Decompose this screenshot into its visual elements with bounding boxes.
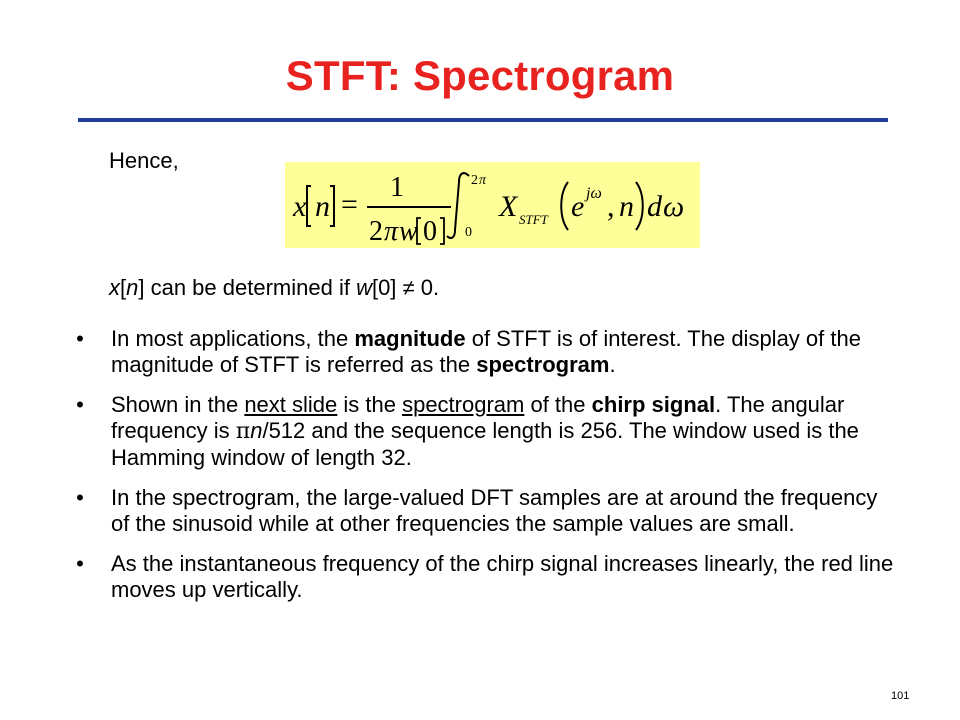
bullet-pi-symbol: π (235, 419, 251, 444)
bullet-text: . The angular frequency is (111, 392, 845, 443)
spectrogram-link[interactable]: spectrogram (402, 392, 525, 417)
bullet-text: In the spectrogram, the large-valued DFT samples are at around the frequency of the sinusoid while at other frequencies the sample values are small. (111, 485, 878, 536)
eq-paren-right (636, 182, 643, 230)
bullet-text: of the (524, 392, 592, 417)
det-n: n (126, 275, 139, 300)
eq-paren-left (561, 182, 568, 230)
eq-e: e (571, 190, 585, 223)
hence-text: Hence, (109, 148, 179, 173)
equation-box (285, 162, 700, 248)
eq-n: n (619, 190, 634, 223)
eq-exponent-jw: jω (586, 185, 602, 202)
eq-comma: , (607, 190, 615, 223)
eq-den-zero: 0 (423, 216, 437, 247)
eq-den-bracket-right (440, 218, 444, 244)
det-w: w (356, 275, 372, 300)
eq-X-subscript: STFT (519, 212, 548, 227)
eq-int-upper-pi: π (479, 173, 487, 188)
eq-int-lower: 0 (465, 225, 472, 240)
eq-bracket-right (330, 186, 334, 226)
bullet-bold-chirp-signal: chirp signal (591, 392, 716, 417)
bullet-text: In most applications, the (111, 326, 355, 351)
bullet-symbol: • (76, 392, 84, 417)
eq-lhs-n: n (315, 190, 330, 223)
bullet-bold-magnitude: magnitude (354, 326, 466, 351)
bullet-text: As the instantaneous frequency of the chirp signal increases linearly, the red line moves up vertically. (111, 551, 894, 602)
bullet-text: Shown in the (111, 392, 245, 417)
bullet-text: of STFT is of interest. The display of the magnitude of STFT is referred as the (111, 326, 861, 377)
det-text2: [0] (371, 275, 403, 300)
bullet-list (70, 326, 900, 617)
eq-equals: = (341, 188, 358, 221)
eq-numerator: 1 (390, 172, 404, 203)
slide-title: STFT: Spectrogram (285, 52, 675, 99)
eq-den-pi: π (384, 216, 399, 247)
bullet-text: is the (337, 392, 403, 417)
det-text1: ] can be determined if (138, 275, 357, 300)
eq-X: X (499, 190, 518, 223)
inverse-stft-equation (285, 162, 700, 248)
next-slide-link[interactable]: next slide (244, 392, 338, 417)
eq-den-w: w (399, 216, 418, 247)
title-underline (78, 118, 888, 122)
eq-fraction-bar (367, 206, 451, 208)
bullet-italic-n: n (250, 418, 263, 443)
bullet-bold-spectrogram: spectrogram (476, 352, 610, 377)
eq-den-bracket-left (417, 218, 421, 244)
bullet-symbol: • (76, 485, 84, 510)
bullet-chirp-signal (70, 392, 900, 471)
bullet-symbol: • (76, 551, 84, 576)
page-number: 101 (891, 690, 910, 702)
det-text3: 0. (414, 275, 440, 300)
bullet-symbol: • (76, 326, 84, 351)
det-bracket-open: [ (120, 275, 127, 300)
determination-condition (109, 274, 439, 301)
det-not-equal: ≠ (402, 275, 415, 300)
eq-lhs-x: x (293, 190, 307, 223)
bullet-text: . (609, 352, 616, 377)
eq-omega: ω (663, 190, 685, 223)
eq-bracket-left (307, 186, 311, 226)
bullet-dft-samples (70, 485, 900, 537)
det-x: x (109, 275, 120, 300)
bullet-magnitude (70, 326, 900, 378)
eq-d: d (647, 190, 662, 223)
eq-den-coef: 2 (369, 216, 383, 247)
bullet-red-line (70, 551, 900, 603)
eq-int-upper-2: 2 (471, 173, 478, 188)
bullet-text: /512 and the sequence length is 256. The window used is the Hamming window of length 32. (111, 418, 859, 470)
